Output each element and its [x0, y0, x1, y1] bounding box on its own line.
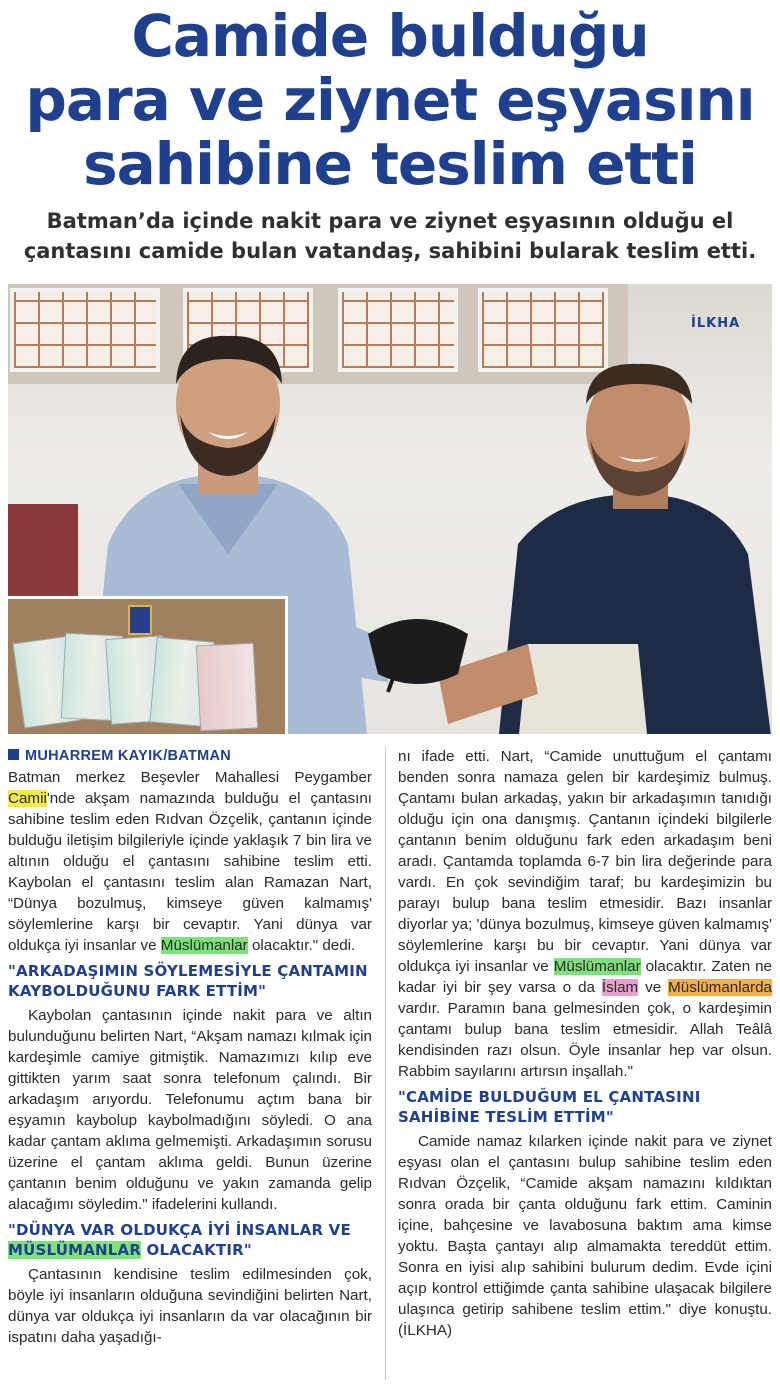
- gold-box: [128, 605, 152, 635]
- paragraph-3: Camide namaz kılarken içinde nakit para ve ziynet eşyası olan el çantasını bulup sahibine teslim eden Rıdvan Özçelik, “Camide akşam namazını kıldıktan sonra orada bir çanta olduğunu fark ettim. Caminin içine, bahçesine ve lavabosuna baktım ama kimse yoktu. Başta çantayı alıp almamakta tereddüt ettim. Sonra en iyisi alıp sahibini bulurum dedim. Evde içini açıp kontrol ettiğimde çanta sahibine ulaşacak bilgilere ulaşınca getirip sahibene teslim ettim." diye konuştu. (İLKHA): [398, 1133, 772, 1339]
- subheading-2: "DÜNYA VAR OLDUKÇA İYİ İNSANLAR VE MÜSLÜMANLAR OLACAKTIR": [8, 1221, 351, 1259]
- agency-logo: İLKHA: [691, 316, 741, 331]
- article-column-2: [398, 746, 772, 1341]
- money-inset-photo: [8, 596, 288, 734]
- paragraph-2: Çantasının kendisine teslim edilmesinden çok, böyle iyi insanların olduğuna sevindiğini belirten Nart, dünya var oldukça iyi insanların da var olacağının bir ispatını daha yaşadığı-: [8, 1266, 372, 1346]
- article-body: [8, 746, 772, 1380]
- article-column-1: [8, 746, 372, 1348]
- handbag-figure: [358, 604, 478, 694]
- paragraph-1: Kaybolan çantasının içinde nakit para ve altın bulunduğunu belirten Nart, “Akşam namazı kılmak için kardeşimle camiye gitmiştik. Namazımızı kılıp eve gittikten yarım saat sonra telefonum çalındı. Bir arkadaşım arıyordu. Telefonumu açtım bana bir eşyamın kaybolup kaybolmadığını söyledi. O ana kadar çantam aklıma gelmemişti. Arkadaşımın sorusu üzerine el çantam aklıma geldi. Bunun üzerine çantanın benim olduğunu ve yakın zamanda gelip alacağımı söyledim." ifadelerini kullandı.: [8, 1007, 372, 1213]
- byline: MUHARREM KAYIK/BATMAN: [8, 746, 372, 767]
- news-photo: [8, 284, 772, 734]
- paragraph-2-continued: nı ifade etti. Nart, “Camide unuttuğum el çantamı benden sonra namaza gelen bir kardeşimiz bulmuş. Çantamı bulan arkadaş, yakın bir arkadaşımın tanıdığı olduğu için ona danışmış. Çantanın içindeki bilgilerle çantanın benim olduğunu fark eden arkadaşım beni aradı. Çantamda toplamda 6-7 bin lira değerinde para vardı. En çok sevindiğim taraf; bu kardeşimizin bu parayı bulup bana teslim etmesidir. Bazı insanlar diyorlar ya; 'dünya bozulmuş, kimseye güven kalmamış' söylemlerine karşı bu bir cevaptır. Yani dünya var oldukça iyi insanlar ve Müslümanlar olacaktır. Zaten ne kadar iyi bir şey varsa o da İslam ve Müslümanlarda vardır. Paramın bana gelmesinden çok, o kardeşimin çantamı bulup bana teslim etmesidir. Allah Teâlâ kendisinden razı olsun. Öyle insanlar hep var olsun. Rabbim sayılarını artırsın inşallah.": [398, 748, 773, 1080]
- headline-line-2: para ve ziynet eşyasını: [25, 66, 755, 134]
- intro-paragraph: Batman merkez Beşevler Mahallesi Peygamber Camii'nde akşam namazında bulduğu el çantasını sahibine teslim eden Rıdvan Özçelik, çantanın içinde bulduğu iletişim bilgileriyle içinde yaklaşık 7 bin lira ve altının olduğu el çantasını sahibine teslim etti. Kaybolan el çantasını teslim alan Ramazan Nart, “Dünya bozulmuş, kimseye güven kalmamış' söylemlerine karşı bir cevaptır. Yani dünya var oldukça iyi insanlar ve Müslümanlar olacaktır." dedi.: [8, 769, 372, 954]
- headline-line-1: Camide bulduğu: [131, 2, 649, 70]
- deck-subheadline: [8, 206, 772, 266]
- deck-line-2: çantasını camide bulan vatandaş, sahibini bularak teslim etti.: [23, 239, 757, 263]
- deck-line-1: Batman’da içinde nakit para ve ziynet eşyasının olduğu el: [46, 209, 734, 233]
- man-right-figure: [438, 344, 772, 734]
- headline-line-3: sahibine teslim etti: [83, 130, 697, 198]
- subheading-1: "ARKADAŞIMIN SÖYLEMESİYLE ÇANTAMIN KAYBOLDUĞUNU FARK ETTİM": [8, 962, 368, 1000]
- headline: [0, 4, 780, 196]
- byline-square-icon: [8, 749, 19, 760]
- subheading-3: "CAMİDE BULDUĞUM EL ÇANTASINI SAHİBİNE TESLİM ETTİM": [398, 1088, 701, 1126]
- column-divider: [385, 746, 386, 1380]
